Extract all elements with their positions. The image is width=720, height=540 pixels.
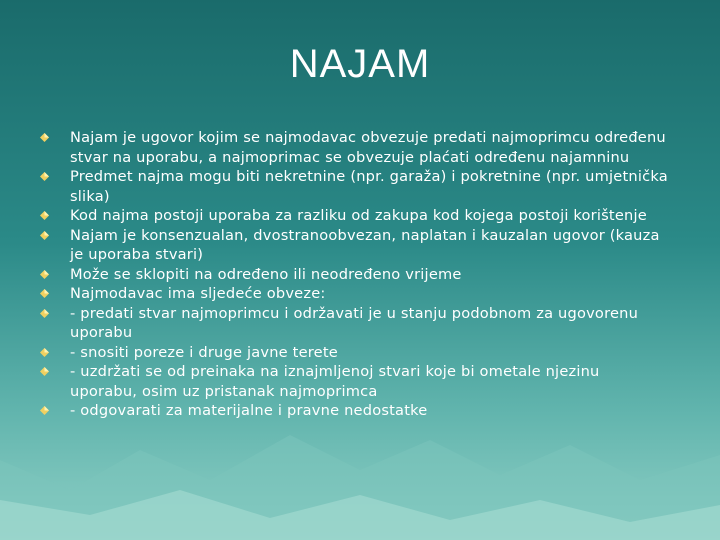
diamond-bullet-icon xyxy=(40,289,49,298)
diamond-bullet-icon xyxy=(40,172,49,181)
list-item xyxy=(38,401,668,421)
list-item xyxy=(38,206,668,226)
diamond-bullet-icon xyxy=(40,309,49,318)
bullet-text: Kod najma postoji uporaba za razliku od zakupa kod kojega postoji korištenje xyxy=(70,207,647,224)
list-item xyxy=(38,128,668,167)
bullet-text: - odgovarati za materijalne i pravne nedostatke xyxy=(70,402,428,419)
list-item xyxy=(38,226,668,265)
list-item xyxy=(38,362,668,401)
diamond-bullet-icon xyxy=(40,231,49,240)
diamond-bullet-icon xyxy=(40,211,49,220)
bullet-text: Najam je ugovor kojim se najmodavac obvezuje predati najmoprimcu određenu stvar na uporabu, a najmoprimac se obvezuje plaćati određenu najamninu xyxy=(70,129,666,166)
list-item xyxy=(38,284,668,304)
bullet-text: - predati stvar najmoprimcu i održavati je u stanju podobnom za ugovorenu uporabu xyxy=(70,304,639,341)
diamond-bullet-icon xyxy=(40,133,49,142)
list-item xyxy=(38,304,668,343)
bullet-text: - snositi poreze i druge javne terete xyxy=(70,343,338,361)
slide-title: NAJAM xyxy=(289,42,431,86)
list-item xyxy=(38,265,668,285)
bullet-text: Najam je konsenzualan, dvostranoobvezan, naplatan i kauzalan ugovor (kauza je uporaba stvari) xyxy=(70,226,660,263)
bullet-text: Najmodavac ima sljedeće obveze: xyxy=(70,285,326,302)
diamond-bullet-icon xyxy=(40,348,49,357)
bullet-text: - uzdržati se od preinaka na iznajmljenoj stvari koje bi ometale njezinu uporabu, osim uz pristanak najmoprimca xyxy=(70,363,600,400)
bullet-text: Može se sklopiti na određeno ili neodređeno vrijeme xyxy=(70,265,462,283)
diamond-bullet-icon xyxy=(40,406,49,415)
bullet-text: Predmet najma mogu biti nekretnine (npr. garaža) i pokretnine (npr. umjetnička slika) xyxy=(70,168,668,205)
diamond-bullet-icon xyxy=(40,367,49,376)
list-item xyxy=(38,167,668,206)
diamond-bullet-icon xyxy=(40,270,49,279)
bullet-list xyxy=(38,128,668,421)
list-item xyxy=(38,343,668,363)
